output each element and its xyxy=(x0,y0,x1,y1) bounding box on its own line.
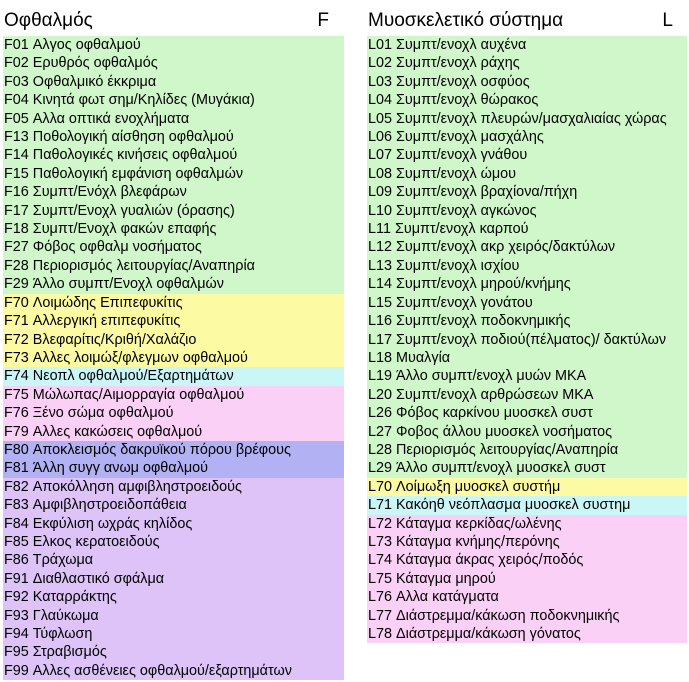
code-row: F75 Μώλωπας/Αιμορραγία οφθαλμού xyxy=(3,386,344,404)
code-row: L27 Φοβος άλλου μυοσκελ νοσήματος xyxy=(367,423,687,441)
code-row: L20 Συμπτ/ενοχλ αρθρώσεων ΜΚΑ xyxy=(367,386,687,404)
musculoskeletal-title: Μυοσκελετικό σύστημα xyxy=(368,10,564,31)
code-row: F14 Παθολογικές κινήσεις οφθαλμού xyxy=(3,146,344,164)
code-row: F73 Αλλες λοιμώξ/φλεγμων οφθαλμού xyxy=(3,349,344,367)
code-row: F27 Φόβος οφθαλμ νοσήματος xyxy=(3,238,344,256)
eye-code-letter: F xyxy=(317,10,329,31)
code-row: F79 Αλλες κακώσεις οφθαλμού xyxy=(3,423,344,441)
code-row: L03 Συμπτ/ενοχλ οσφύος xyxy=(367,73,687,91)
code-row: F81 Άλλη συγγ ανωμ οφθαλμού xyxy=(3,459,344,477)
code-row: L16 Συμπτ/ενοχλ ποδοκνημικής xyxy=(367,312,687,330)
code-row: L13 Συμπτ/ενοχλ ισχίου xyxy=(367,257,687,275)
code-row: L78 Διάστρεμμα/κάκωση γόνατος xyxy=(367,625,687,643)
code-row: L08 Συμπτ/ενοχλ ώμου xyxy=(367,165,687,183)
code-row: F94 Τύφλωση xyxy=(3,625,344,643)
musculoskeletal-header xyxy=(367,0,687,36)
code-row: F13 Ποθολογική αίσθηση οφθαλμού xyxy=(3,128,344,146)
code-row: L04 Συμπτ/ενοχλ θώρακος xyxy=(367,91,687,109)
code-row: L05 Συμπτ/ενοχλ πλευρών/μασχαλιαίας χώρας xyxy=(367,110,687,128)
code-row: L71 Κακόηθ νεόπλασμα μυοσκελ συστημ xyxy=(367,496,687,514)
code-row: L01 Συμπτ/ενοχλ αυχένα xyxy=(367,36,687,54)
code-row: L29 Άλλο συμπτ/ενοχλ μυοσκελ συστ xyxy=(367,459,687,477)
code-row: L07 Συμπτ/ενοχλ γνάθου xyxy=(367,146,687,164)
code-row: L06 Συμπτ/ενοχλ μασχάλης xyxy=(367,128,687,146)
code-row: L28 Περιορισμός λειτουργίας/Αναπηρία xyxy=(367,441,687,459)
code-row: F70 Λοιμώδης Επιπεφυκίτις xyxy=(3,294,344,312)
code-row: L09 Συμπτ/ενοχλ βραχίονα/πήχη xyxy=(367,183,687,201)
musculoskeletal-code-list xyxy=(367,36,687,643)
code-row: F85 Ελκος κερατοειδούς xyxy=(3,533,344,551)
code-row: L75 Κάταγμα μηρού xyxy=(367,570,687,588)
code-row: F17 Συμπτ/Ενοχλ γυαλιών (όρασης) xyxy=(3,202,344,220)
code-row: L70 Λοίμωξη μυοσκελ συστήμ xyxy=(367,478,687,496)
code-row: L17 Συμπτ/ενοχλ ποδιού(πέλματος)/ δακτύλων xyxy=(367,331,687,349)
eye-title: Οφθαλμός xyxy=(4,10,93,31)
code-row: F18 Συμπτ/Ενοχλ φακών επαφής xyxy=(3,220,344,238)
code-row: F16 Συμπτ/Ενόχλ βλεφάρων xyxy=(3,183,344,201)
code-row: F80 Αποκλεισμός δακρυϊκού πόρου βρέφους xyxy=(3,441,344,459)
code-row: L18 Μυαλγία xyxy=(367,349,687,367)
eye-column xyxy=(3,0,344,680)
code-row: F95 Στραβισμός xyxy=(3,643,344,661)
code-row: F05 Αλλα οπτικά ενοχλήματα xyxy=(3,110,344,128)
code-row: L26 Φόβος καρκίνου μυοσκελ συστ xyxy=(367,404,687,422)
code-row: F86 Τράχωμα xyxy=(3,551,344,569)
code-row: L14 Συμπτ/ενοχλ μηρού/κνήμης xyxy=(367,275,687,293)
code-row: F92 Καταρράκτης xyxy=(3,588,344,606)
code-row: L02 Συμπτ/ενοχλ ράχης xyxy=(367,54,687,72)
code-row: F29 Άλλο συμπτ/Ενοχλ οφθαλμών xyxy=(3,275,344,293)
code-row: L10 Συμπτ/ενοχλ αγκώνος xyxy=(367,202,687,220)
code-row: F71 Αλλεργική επιπεφυκίτις xyxy=(3,312,344,330)
code-row: F28 Περιορισμός λειτουργίας/Αναπηρία xyxy=(3,257,344,275)
code-row: L19 Άλλο συμπτ/ενοχλ μυών ΜΚΑ xyxy=(367,367,687,385)
code-row: L72 Κάταγμα κερκίδας/ωλένης xyxy=(367,515,687,533)
code-row: F93 Γλαύκωμα xyxy=(3,607,344,625)
code-row: F03 Οφθαλμικό έκκριμα xyxy=(3,73,344,91)
code-row: F15 Παθολογική εμφάνιση οφθαλμών xyxy=(3,165,344,183)
code-row: L73 Κάταγμα κνήμης/περόνης xyxy=(367,533,687,551)
musculoskeletal-code-letter: L xyxy=(662,10,673,31)
code-row: L11 Συμπτ/ενοχλ καρπού xyxy=(367,220,687,238)
code-row: L15 Συμπτ/ενοχλ γονάτου xyxy=(367,294,687,312)
code-row: L76 Αλλα κατάγματα xyxy=(367,588,687,606)
musculoskeletal-column xyxy=(367,0,687,643)
code-row: L77 Διάστρεμμα/κάκωση ποδοκνημικής xyxy=(367,607,687,625)
code-row: F01 Αλγος οφθαλμού xyxy=(3,36,344,54)
code-row: F74 Νεοπλ οφθαλμού/Εξαρτημάτων xyxy=(3,367,344,385)
code-row: F91 Διαθλαστικό σφάλμα xyxy=(3,570,344,588)
code-row: L12 Συμπτ/ενοχλ ακρ χειρός/δακτύλων xyxy=(367,238,687,256)
code-row: F84 Εκφύλιση ωχράς κηλίδος xyxy=(3,515,344,533)
code-row: F72 Βλεφαρίτις/Κριθή/Χαλάζιο xyxy=(3,331,344,349)
code-row: F02 Ερυθρός οφθαλμός xyxy=(3,54,344,72)
code-row: F83 Αμφιβληστροειδοπάθεια xyxy=(3,496,344,514)
eye-header xyxy=(3,0,344,36)
code-row: F76 Ξένο σώμα οφθαλμού xyxy=(3,404,344,422)
eye-code-list xyxy=(3,36,344,680)
code-row: L74 Κάταγμα άκρας χειρός/ποδός xyxy=(367,551,687,569)
code-row: F04 Κινητά φωτ σημ/Κηλίδες (Μυγάκια) xyxy=(3,91,344,109)
code-row: F99 Αλλες ασθένειες οφθαλμού/εξαρτημάτων xyxy=(3,662,344,680)
code-row: F82 Αποκόλληση αμφιβληστροειδούς xyxy=(3,478,344,496)
